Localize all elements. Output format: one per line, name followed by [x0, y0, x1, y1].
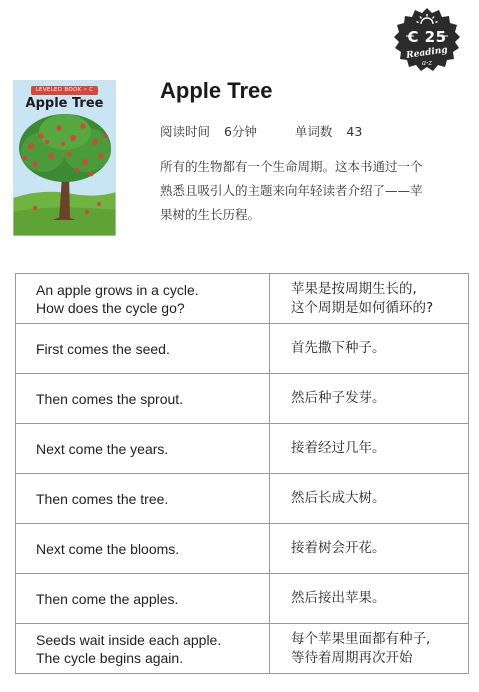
table-row [16, 524, 469, 574]
english-cell [16, 274, 270, 324]
english-line: Then comes the tree. [36, 490, 169, 507]
chinese-line: 接着经过几年。 [291, 440, 386, 456]
english-line: Then comes the sprout. [36, 390, 184, 407]
book-title: Apple Tree [160, 78, 273, 103]
chinese-line: 每个苹果里面都有种子, [291, 630, 431, 647]
chinese-line: 然后长成大树。 [291, 490, 386, 506]
english-line: The cycle begins again. [36, 649, 184, 666]
chinese-cell [270, 424, 469, 474]
chinese-line: 这个周期是如何循环的? [291, 299, 434, 316]
chinese-line: 苹果是按周期生长的, [291, 280, 417, 297]
chinese-cell [270, 374, 469, 424]
english-cell [16, 374, 270, 424]
chinese-cell [270, 524, 469, 574]
description-line: 果树的生长历程。 [160, 207, 261, 222]
english-cell [16, 424, 270, 474]
description-line: 熟悉且吸引人的主题来向年轻读者介绍了——苹 [160, 183, 423, 198]
cover-title: Apple Tree [25, 96, 104, 111]
book-meta [160, 122, 362, 140]
chinese-line: 等待着周期再次开始 [291, 649, 413, 666]
bilingual-text-table [15, 273, 469, 674]
table-row [16, 324, 469, 374]
chinese-cell [270, 574, 469, 624]
english-cell [16, 474, 270, 524]
english-line: An apple grows in a cycle. [36, 281, 199, 298]
badge-sublabel-text: a-z [421, 59, 433, 67]
english-line: Next come the blooms. [36, 540, 180, 557]
table-row [16, 624, 469, 674]
english-line: Seeds wait inside each apple. [36, 631, 222, 648]
table-row [16, 574, 469, 624]
cover-series-label: LEVELED BOOK • C [31, 86, 98, 95]
reading-level-badge [392, 6, 462, 76]
badge-level-text: C 25 [407, 28, 447, 46]
english-cell [16, 524, 270, 574]
english-cell [16, 624, 270, 674]
english-line: How does the cycle go? [36, 299, 185, 316]
reading-time-label: 阅读时间 [160, 124, 211, 139]
chinese-cell [270, 324, 469, 374]
chinese-cell [270, 474, 469, 524]
chinese-line: 首先撒下种子。 [291, 340, 386, 356]
reading-time-value: 6分钟 [223, 124, 257, 139]
english-cell [16, 574, 270, 624]
description-line: 所有的生物都有一个生命周期。这本书通过一个 [160, 159, 423, 174]
english-cell [16, 324, 270, 374]
table-row [16, 474, 469, 524]
badge-label-text: Reading [405, 45, 449, 61]
english-line: First comes the seed. [36, 340, 170, 357]
word-count-value: 43 [346, 124, 363, 139]
table-row [16, 424, 469, 474]
english-line: Then come the apples. [36, 590, 179, 607]
word-count-label: 单词数 [294, 124, 333, 139]
chinese-line: 然后种子发芽。 [291, 390, 386, 406]
chinese-line: 接着树会开花。 [291, 540, 386, 556]
chinese-cell [270, 274, 469, 324]
book-cover [13, 80, 116, 236]
chinese-line: 然后接出苹果。 [291, 590, 386, 606]
table-row [16, 374, 469, 424]
chinese-cell [270, 624, 469, 674]
book-description [160, 155, 460, 227]
english-line: Next come the years. [36, 440, 169, 457]
table-row [16, 274, 469, 324]
